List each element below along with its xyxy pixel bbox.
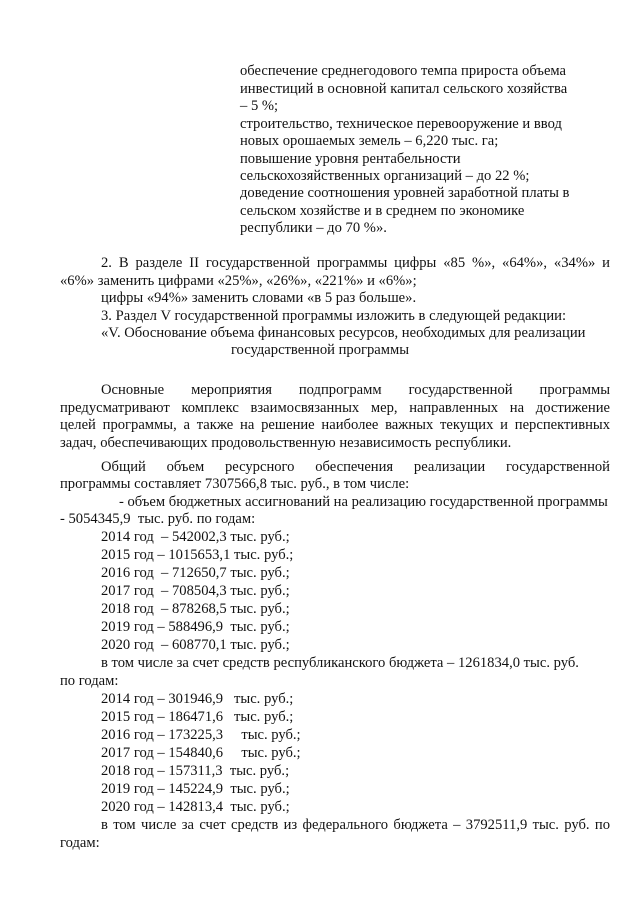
- goal-line-6: повышение уровня рентабельности: [240, 151, 461, 167]
- goal-line-4: строительство, техническое перевооружение и ввод: [240, 116, 562, 132]
- goal-line-7: сельскохозяйственных организаций – до 22 %;: [240, 168, 530, 184]
- republic-year-2015: 2015 год – 186471,6 тыс. руб.;: [101, 709, 294, 725]
- goal-line-8: доведение соотношения уровней заработной платы в: [240, 185, 570, 201]
- item3-line: 3. Раздел V государственной программы изложить в следующей редакции:: [101, 308, 566, 324]
- republic-year-2020: 2020 год – 142813,4 тыс. руб.;: [101, 799, 290, 815]
- para1-line-4: задач, обеспечивающих продовольственную независимость республики.: [60, 435, 512, 451]
- item2-line-3: цифры «94%» заменить словами «в 5 раз больше».: [101, 290, 417, 306]
- para2-line-1: Общий объем ресурсного обеспечения реализации государственной: [101, 459, 610, 475]
- goal-line-1: обеспечение среднегодового темпа прироста объема: [240, 63, 567, 79]
- goal-line-5: новых орошаемых земель – 6,220 тыс. га;: [240, 133, 499, 149]
- budget-year-2017: 2017 год – 708504,3 тыс. руб.;: [101, 583, 290, 599]
- para1-line-3: целей программы, а также на решение наиболее важных текущих и перспективных: [60, 417, 610, 433]
- federal-line-1: в том числе за счет средств из федерального бюджета – 3792511,9 тыс. руб. по: [101, 817, 610, 833]
- para1-line-1: Основные мероприятия подпрограмм государственной программы: [101, 382, 610, 398]
- republic-year-2017: 2017 год – 154840,6 тыс. руб.;: [101, 745, 301, 761]
- republic-line-2: по годам:: [60, 673, 119, 689]
- budget-line-1: - объем бюджетных ассигнований на реализацию государственной программы: [119, 494, 608, 510]
- budget-year-2018: 2018 год – 878268,5 тыс. руб.;: [101, 601, 290, 617]
- goal-line-10: республики – до 70 %».: [240, 220, 387, 236]
- federal-line-2: годам:: [60, 835, 100, 851]
- para2-line-2: программы составляет 7307566,8 тыс. руб., в том числе:: [60, 476, 410, 492]
- budget-year-2015: 2015 год – 1015653,1 тыс. руб.;: [101, 547, 294, 563]
- budget-year-2020: 2020 год – 608770,1 тыс. руб.;: [101, 637, 290, 653]
- budget-year-2019: 2019 год – 588496,9 тыс. руб.;: [101, 619, 290, 635]
- goal-line-9: сельском хозяйстве и в среднем по экономике: [240, 203, 525, 219]
- republic-year-2018: 2018 год – 157311,3 тыс. руб.;: [101, 763, 290, 779]
- republic-year-2014: 2014 год – 301946,9 тыс. руб.;: [101, 691, 294, 707]
- goal-line-2: инвестиций в основной капитал сельского хозяйства: [240, 81, 568, 97]
- republic-year-2019: 2019 год – 145224,9 тыс. руб.;: [101, 781, 290, 797]
- republic-line-1: в том числе за счет средств республиканского бюджета – 1261834,0 тыс. руб.: [101, 655, 579, 671]
- goal-line-3: – 5 %;: [240, 98, 279, 114]
- republic-year-2016: 2016 год – 173225,3 тыс. руб.;: [101, 727, 301, 743]
- item2-line-2: «6%» заменить цифрами «25%», «26%», «221%» и «6%»;: [60, 273, 417, 289]
- budget-line-2: - 5054345,9 тыс. руб. по годам:: [60, 511, 256, 527]
- budget-year-2014: 2014 год – 542002,3 тыс. руб.;: [101, 529, 290, 545]
- section-title-line-1: «V. Обоснование объема финансовых ресурсов, необходимых для реализации: [101, 325, 586, 341]
- budget-year-2016: 2016 год – 712650,7 тыс. руб.;: [101, 565, 290, 581]
- item2-line-1: 2. В разделе II государственной программы цифры «85 %», «64%», «34%» и: [101, 255, 610, 271]
- section-title-line-2: государственной программы: [230, 342, 410, 358]
- para1-line-2: предусматривают комплекс взаимосвязанных мер, направленных на достижение: [60, 400, 610, 416]
